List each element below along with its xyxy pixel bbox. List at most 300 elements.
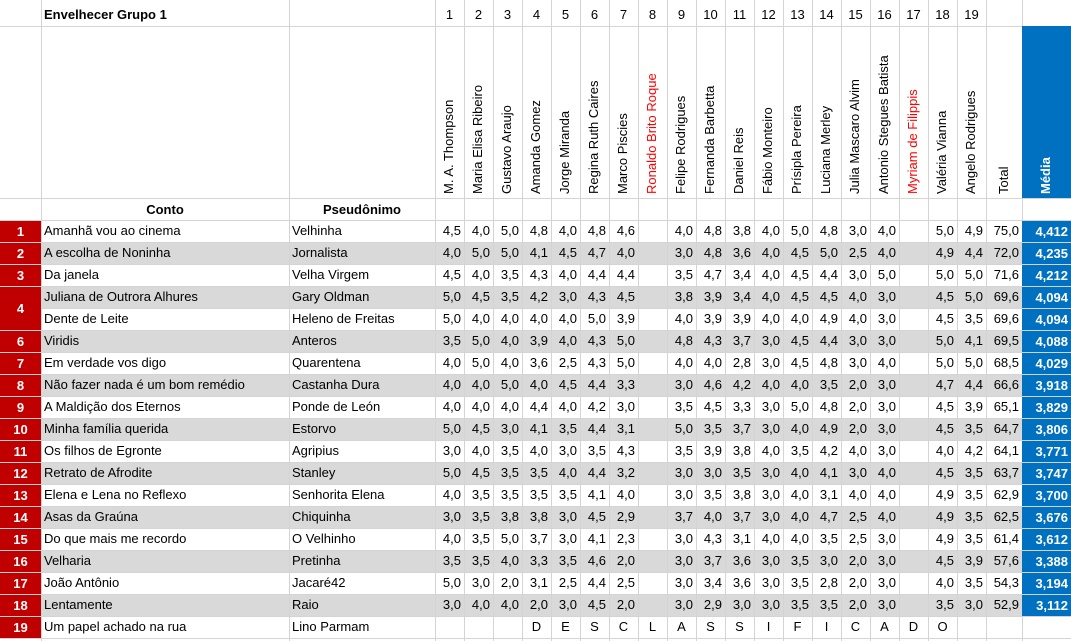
score-cell[interactable]: 4,4 bbox=[819, 333, 838, 348]
score-cell[interactable]: I bbox=[824, 619, 829, 634]
score-cell[interactable] bbox=[638, 220, 667, 242]
score-cell[interactable] bbox=[464, 616, 493, 638]
score-cell[interactable]: 4,4 bbox=[529, 399, 548, 414]
score-cell[interactable]: 4,5 bbox=[587, 597, 606, 612]
score-cell[interactable]: 3,0 bbox=[674, 487, 693, 502]
score-cell[interactable] bbox=[638, 440, 667, 462]
score-cell[interactable]: 3,9 bbox=[703, 289, 722, 304]
score-cell[interactable] bbox=[899, 484, 928, 506]
score-cell[interactable]: 4,0 bbox=[558, 465, 577, 480]
score-cell[interactable] bbox=[638, 352, 667, 374]
judge-name[interactable]: Marco Piscies bbox=[615, 113, 630, 194]
score-cell[interactable]: 2,3 bbox=[616, 531, 635, 546]
score-cell[interactable]: 3,0 bbox=[877, 597, 896, 612]
judge-number[interactable]: 5 bbox=[561, 7, 570, 22]
score-cell[interactable]: 4,0 bbox=[674, 311, 693, 326]
score-cell[interactable]: 3,5 bbox=[500, 443, 519, 458]
score-cell[interactable]: 3,2 bbox=[616, 465, 635, 480]
conto-cell[interactable]: A Maldição dos Eternos bbox=[44, 399, 181, 414]
score-cell[interactable]: 4,0 bbox=[558, 267, 577, 282]
score-cell[interactable]: 4,6 bbox=[587, 553, 606, 568]
score-cell[interactable]: 4,0 bbox=[761, 443, 780, 458]
pseudonimo-cell[interactable]: Heleno de Freitas bbox=[292, 311, 395, 326]
score-cell[interactable]: 5,0 bbox=[877, 267, 896, 282]
score-cell[interactable]: 3,8 bbox=[732, 223, 751, 238]
score-cell[interactable]: 3,0 bbox=[761, 355, 780, 370]
score-cell[interactable]: 4,5 bbox=[790, 333, 809, 348]
judge-number[interactable]: 13 bbox=[790, 7, 805, 22]
conto-cell[interactable]: Retrato de Afrodite bbox=[44, 465, 153, 480]
score-cell[interactable]: S bbox=[590, 619, 599, 634]
score-cell[interactable]: 3,0 bbox=[674, 245, 693, 260]
score-cell[interactable]: 4,9 bbox=[935, 531, 954, 546]
total-cell[interactable]: 54,3 bbox=[993, 575, 1019, 590]
score-cell[interactable]: 3,7 bbox=[703, 553, 722, 568]
conto-cell[interactable]: Juliana de Outrora Alhures bbox=[44, 289, 198, 304]
score-cell[interactable]: 4,0 bbox=[790, 509, 809, 524]
rank-cell[interactable]: 7 bbox=[0, 353, 41, 374]
score-cell[interactable]: 4,0 bbox=[761, 531, 780, 546]
score-cell[interactable] bbox=[638, 286, 667, 308]
score-cell[interactable]: 3,9 bbox=[964, 399, 983, 414]
score-cell[interactable]: 4,5 bbox=[819, 289, 838, 304]
score-cell[interactable]: 3,5 bbox=[790, 597, 809, 612]
score-cell[interactable]: 3,5 bbox=[964, 465, 983, 480]
total-cell[interactable]: 52,9 bbox=[993, 597, 1019, 612]
score-cell[interactable]: 4,8 bbox=[819, 399, 838, 414]
score-cell[interactable]: 4,5 bbox=[471, 465, 490, 480]
judge-name[interactable]: Jorge Miranda bbox=[557, 110, 572, 194]
score-cell[interactable]: 4,0 bbox=[848, 443, 867, 458]
score-cell[interactable]: 4,4 bbox=[964, 245, 983, 260]
total-header[interactable]: Total bbox=[996, 166, 1011, 194]
score-cell[interactable]: 3,0 bbox=[558, 597, 577, 612]
score-cell[interactable]: L bbox=[648, 619, 657, 634]
conto-cell[interactable]: Amanhã vou ao cinema bbox=[44, 223, 181, 238]
score-cell[interactable]: 4,0 bbox=[500, 333, 519, 348]
media-cell[interactable]: 3,918 bbox=[1022, 375, 1071, 396]
score-cell[interactable]: 3,0 bbox=[674, 575, 693, 590]
score-cell[interactable]: 5,0 bbox=[500, 531, 519, 546]
score-cell[interactable]: C bbox=[850, 619, 861, 634]
score-cell[interactable]: 3,5 bbox=[442, 553, 461, 568]
pseudonimo-cell[interactable]: Gary Oldman bbox=[292, 289, 370, 304]
media-cell[interactable]: 3,700 bbox=[1022, 485, 1071, 506]
score-cell[interactable]: 2,0 bbox=[848, 553, 867, 568]
score-cell[interactable]: 3,7 bbox=[732, 421, 751, 436]
total-cell[interactable]: 68,5 bbox=[993, 355, 1019, 370]
rank-cell[interactable]: 12 bbox=[0, 463, 41, 484]
score-cell[interactable]: 3,5 bbox=[558, 421, 577, 436]
score-cell[interactable]: 4,0 bbox=[935, 575, 954, 590]
score-cell[interactable] bbox=[638, 462, 667, 484]
score-cell[interactable]: 3,6 bbox=[732, 245, 751, 260]
score-cell[interactable]: 4,0 bbox=[558, 223, 577, 238]
score-cell[interactable]: 5,0 bbox=[790, 399, 809, 414]
score-cell[interactable]: 3,0 bbox=[442, 443, 461, 458]
score-cell[interactable]: 2,5 bbox=[848, 245, 867, 260]
score-cell[interactable]: 4,8 bbox=[674, 333, 693, 348]
score-cell[interactable]: 5,0 bbox=[819, 245, 838, 260]
score-cell[interactable] bbox=[899, 440, 928, 462]
score-cell[interactable]: 2,0 bbox=[616, 597, 635, 612]
score-cell[interactable] bbox=[638, 528, 667, 550]
score-cell[interactable]: 4,0 bbox=[529, 311, 548, 326]
score-cell[interactable]: 3,0 bbox=[558, 531, 577, 546]
score-cell[interactable] bbox=[638, 506, 667, 528]
score-cell[interactable]: 5,0 bbox=[964, 267, 983, 282]
pseudonimo-cell[interactable]: Pretinha bbox=[292, 553, 341, 568]
rank-cell[interactable]: 18 bbox=[0, 595, 41, 616]
score-cell[interactable]: 4,3 bbox=[703, 333, 722, 348]
score-cell[interactable] bbox=[493, 616, 522, 638]
score-cell[interactable]: 4,7 bbox=[935, 377, 954, 392]
score-cell[interactable]: 4,5 bbox=[935, 421, 954, 436]
score-cell[interactable]: 4,2 bbox=[964, 443, 983, 458]
judge-number[interactable]: 4 bbox=[532, 7, 541, 22]
score-cell[interactable] bbox=[899, 286, 928, 308]
score-cell[interactable] bbox=[899, 594, 928, 616]
score-cell[interactable]: 4,0 bbox=[616, 245, 635, 260]
rank-cell[interactable]: 2 bbox=[0, 243, 41, 264]
score-cell[interactable]: 4,0 bbox=[761, 267, 780, 282]
score-cell[interactable]: 4,4 bbox=[819, 267, 838, 282]
total-cell[interactable]: 63,7 bbox=[993, 465, 1019, 480]
score-cell[interactable]: 4,5 bbox=[471, 421, 490, 436]
score-cell[interactable]: 4,5 bbox=[790, 355, 809, 370]
score-cell[interactable]: 3,3 bbox=[732, 399, 751, 414]
rank-cell[interactable]: 16 bbox=[0, 551, 41, 572]
score-cell[interactable]: 4,2 bbox=[587, 399, 606, 414]
score-cell[interactable]: 2,9 bbox=[703, 597, 722, 612]
score-cell[interactable] bbox=[638, 330, 667, 352]
judge-name[interactable]: Valéria Vianna bbox=[934, 110, 949, 194]
judge-number[interactable]: 1 bbox=[445, 7, 454, 22]
score-cell[interactable]: 3,0 bbox=[877, 333, 896, 348]
score-cell[interactable]: 4,0 bbox=[790, 531, 809, 546]
score-cell[interactable]: 3,5 bbox=[674, 443, 693, 458]
score-cell[interactable]: 3,4 bbox=[732, 267, 751, 282]
pseudonimo-cell[interactable]: Stanley bbox=[292, 465, 336, 480]
score-cell[interactable]: 4,1 bbox=[964, 333, 983, 348]
score-cell[interactable]: 4,4 bbox=[616, 267, 635, 282]
score-cell[interactable]: 3,9 bbox=[703, 443, 722, 458]
score-cell[interactable]: 3,0 bbox=[877, 553, 896, 568]
score-cell[interactable] bbox=[899, 242, 928, 264]
score-cell[interactable]: 4,0 bbox=[442, 377, 461, 392]
score-cell[interactable]: 4,0 bbox=[790, 487, 809, 502]
score-cell[interactable]: 3,0 bbox=[761, 333, 780, 348]
pseudonimo-cell[interactable]: Velha Virgem bbox=[292, 267, 370, 282]
total-cell[interactable]: 69,6 bbox=[993, 289, 1019, 304]
judge-number[interactable]: 18 bbox=[935, 7, 950, 22]
score-cell[interactable]: 4,5 bbox=[616, 289, 635, 304]
score-cell[interactable]: 4,0 bbox=[703, 509, 722, 524]
rank-cell[interactable]: 10 bbox=[0, 419, 41, 440]
score-cell[interactable]: 4,7 bbox=[703, 267, 722, 282]
judge-name[interactable]: Prísipla Pereira bbox=[789, 105, 804, 194]
score-cell[interactable]: 3,6 bbox=[732, 553, 751, 568]
score-cell[interactable]: 4,0 bbox=[558, 311, 577, 326]
score-cell[interactable]: 3,5 bbox=[471, 487, 490, 502]
score-cell[interactable]: 4,1 bbox=[819, 465, 838, 480]
score-cell[interactable] bbox=[899, 506, 928, 528]
judge-name[interactable]: Ronaldo Brito Roque bbox=[644, 73, 659, 194]
score-cell[interactable] bbox=[638, 308, 667, 330]
judge-number[interactable]: 9 bbox=[677, 7, 686, 22]
score-cell[interactable]: 4,0 bbox=[442, 487, 461, 502]
score-cell[interactable]: 3,8 bbox=[732, 487, 751, 502]
score-cell[interactable]: 5,0 bbox=[500, 377, 519, 392]
score-cell[interactable]: 3,0 bbox=[471, 575, 490, 590]
judge-name[interactable]: Julia Mascaro Alvim bbox=[847, 79, 862, 194]
score-cell[interactable]: 3,0 bbox=[848, 223, 867, 238]
score-cell[interactable]: 3,0 bbox=[877, 531, 896, 546]
score-cell[interactable]: 4,0 bbox=[761, 289, 780, 304]
media-cell[interactable]: 4,094 bbox=[1022, 287, 1071, 308]
score-cell[interactable]: 3,5 bbox=[790, 553, 809, 568]
score-cell[interactable]: 4,9 bbox=[935, 245, 954, 260]
score-cell[interactable]: 4,0 bbox=[558, 399, 577, 414]
score-cell[interactable]: 3,0 bbox=[703, 465, 722, 480]
conto-cell[interactable]: Lentamente bbox=[44, 597, 113, 612]
score-cell[interactable]: 3,0 bbox=[964, 597, 983, 612]
score-cell[interactable]: 5,0 bbox=[616, 333, 635, 348]
score-cell[interactable]: 4,0 bbox=[877, 223, 896, 238]
score-cell[interactable]: S bbox=[735, 619, 744, 634]
score-cell[interactable]: 5,0 bbox=[471, 355, 490, 370]
score-cell[interactable]: 4,5 bbox=[935, 553, 954, 568]
score-cell[interactable]: 5,0 bbox=[935, 223, 954, 238]
score-cell[interactable]: 3,7 bbox=[732, 333, 751, 348]
score-cell[interactable]: 4,0 bbox=[616, 487, 635, 502]
pseudonimo-cell[interactable]: O Velhinho bbox=[292, 531, 356, 546]
score-cell[interactable]: 2,0 bbox=[500, 575, 519, 590]
score-cell[interactable]: 4,0 bbox=[471, 377, 490, 392]
rank-cell[interactable]: 9 bbox=[0, 397, 41, 418]
score-cell[interactable]: 4,0 bbox=[935, 443, 954, 458]
score-cell[interactable]: 2,5 bbox=[848, 509, 867, 524]
score-cell[interactable]: 2,0 bbox=[848, 377, 867, 392]
media-header[interactable]: Média bbox=[1038, 157, 1053, 194]
rank-cell[interactable]: 11 bbox=[0, 441, 41, 462]
score-cell[interactable]: 3,0 bbox=[761, 597, 780, 612]
score-cell[interactable]: 5,0 bbox=[964, 289, 983, 304]
score-cell[interactable]: 5,0 bbox=[471, 245, 490, 260]
total-cell[interactable]: 57,6 bbox=[993, 553, 1019, 568]
score-cell[interactable]: 4,0 bbox=[790, 465, 809, 480]
score-cell[interactable]: 4,0 bbox=[674, 355, 693, 370]
score-cell[interactable]: 4,0 bbox=[500, 355, 519, 370]
score-cell[interactable]: 4,0 bbox=[442, 531, 461, 546]
pseudonimo-cell[interactable]: Velhinha bbox=[292, 223, 342, 238]
score-cell[interactable]: 3,0 bbox=[761, 575, 780, 590]
pseudonimo-cell[interactable]: Quarentena bbox=[292, 355, 361, 370]
score-cell[interactable]: 4,1 bbox=[587, 531, 606, 546]
score-cell[interactable]: 4,9 bbox=[964, 223, 983, 238]
score-cell[interactable]: 4,3 bbox=[703, 531, 722, 546]
score-cell[interactable]: 3,0 bbox=[674, 377, 693, 392]
score-cell[interactable]: 5,0 bbox=[442, 575, 461, 590]
score-cell[interactable]: 3,5 bbox=[964, 311, 983, 326]
score-cell[interactable] bbox=[638, 264, 667, 286]
score-cell[interactable]: 3,0 bbox=[558, 443, 577, 458]
score-cell[interactable]: 3,9 bbox=[529, 333, 548, 348]
score-cell[interactable]: 2,0 bbox=[529, 597, 548, 612]
total-cell[interactable]: 72,0 bbox=[993, 245, 1019, 260]
media-cell[interactable]: 3,112 bbox=[1022, 595, 1071, 616]
score-cell[interactable]: 3,5 bbox=[558, 487, 577, 502]
score-cell[interactable]: 3,5 bbox=[529, 487, 548, 502]
score-cell[interactable]: 4,5 bbox=[558, 245, 577, 260]
pseudonimo-cell[interactable]: Castanha Dura bbox=[292, 377, 380, 392]
score-cell[interactable]: 4,5 bbox=[790, 289, 809, 304]
score-cell[interactable]: 3,0 bbox=[877, 421, 896, 436]
score-cell[interactable]: 4,0 bbox=[848, 311, 867, 326]
score-cell[interactable]: 3,7 bbox=[674, 509, 693, 524]
pseudonimo-cell[interactable]: Senhorita Elena bbox=[292, 487, 385, 502]
total-cell[interactable]: 75,0 bbox=[993, 223, 1019, 238]
rank-cell[interactable]: 6 bbox=[0, 331, 41, 352]
judge-number[interactable]: 12 bbox=[761, 7, 776, 22]
judge-name[interactable]: Regina Ruth Caires bbox=[586, 80, 601, 194]
score-cell[interactable]: 4,3 bbox=[587, 355, 606, 370]
score-cell[interactable]: 3,8 bbox=[674, 289, 693, 304]
rank-cell[interactable]: 1 bbox=[0, 221, 41, 242]
conto-cell[interactable]: Um papel achado na rua bbox=[44, 619, 187, 634]
score-cell[interactable]: 3,1 bbox=[529, 575, 548, 590]
score-cell[interactable]: 3,5 bbox=[442, 333, 461, 348]
score-cell[interactable]: 3,5 bbox=[529, 465, 548, 480]
score-cell[interactable]: 3,5 bbox=[703, 487, 722, 502]
score-cell[interactable]: 4,0 bbox=[442, 355, 461, 370]
score-cell[interactable]: 4,3 bbox=[616, 443, 635, 458]
score-cell[interactable]: D bbox=[531, 619, 542, 634]
score-cell[interactable] bbox=[638, 374, 667, 396]
pseudonimo-cell[interactable]: Estorvo bbox=[292, 421, 337, 436]
score-cell[interactable]: 3,5 bbox=[471, 509, 490, 524]
media-cell[interactable]: 4,212 bbox=[1022, 265, 1071, 286]
score-cell[interactable]: 3,0 bbox=[761, 487, 780, 502]
score-cell[interactable]: 3,0 bbox=[877, 399, 896, 414]
score-cell[interactable]: 4,0 bbox=[500, 311, 519, 326]
score-cell[interactable]: 2,5 bbox=[558, 575, 577, 590]
score-cell[interactable]: 4,0 bbox=[877, 509, 896, 524]
pseudonimo-cell[interactable]: Raio bbox=[292, 597, 319, 612]
score-cell[interactable]: 2,0 bbox=[848, 399, 867, 414]
judge-name[interactable]: Maria Elisa Ribeiro bbox=[470, 84, 485, 194]
score-cell[interactable]: 4,0 bbox=[790, 421, 809, 436]
conto-cell[interactable]: A escolha de Noninha bbox=[44, 245, 171, 260]
score-cell[interactable]: 3,4 bbox=[703, 575, 722, 590]
score-cell[interactable]: 4,5 bbox=[587, 509, 606, 524]
judge-number[interactable]: 8 bbox=[648, 7, 657, 22]
score-cell[interactable]: 5,0 bbox=[500, 245, 519, 260]
conto-cell[interactable]: Minha família querida bbox=[44, 421, 169, 436]
score-cell[interactable]: 5,0 bbox=[616, 355, 635, 370]
score-cell[interactable] bbox=[899, 462, 928, 484]
pseudonimo-header[interactable]: Pseudônimo bbox=[322, 202, 401, 217]
sheet-title[interactable]: Envelhecer Grupo 1 bbox=[44, 7, 167, 22]
judge-name[interactable]: Fábio Monteiro bbox=[760, 107, 775, 194]
media-cell[interactable]: 3,388 bbox=[1022, 551, 1071, 572]
score-cell[interactable] bbox=[899, 220, 928, 242]
score-cell[interactable]: 5,0 bbox=[471, 333, 490, 348]
judge-number[interactable]: 16 bbox=[877, 7, 892, 22]
judge-name[interactable]: Felipe Rodrigues bbox=[673, 95, 688, 194]
score-cell[interactable]: 3,5 bbox=[790, 443, 809, 458]
score-cell[interactable]: 3,0 bbox=[558, 289, 577, 304]
score-cell[interactable]: 5,0 bbox=[674, 421, 693, 436]
score-cell[interactable]: 4,5 bbox=[935, 399, 954, 414]
score-cell[interactable]: 3,5 bbox=[500, 487, 519, 502]
score-cell[interactable]: 4,4 bbox=[964, 377, 983, 392]
total-cell[interactable]: 69,5 bbox=[993, 333, 1019, 348]
score-cell[interactable]: 2,9 bbox=[616, 509, 635, 524]
judge-number[interactable]: 2 bbox=[474, 7, 483, 22]
score-cell[interactable]: 4,0 bbox=[761, 245, 780, 260]
rank-cell[interactable]: 17 bbox=[0, 573, 41, 594]
score-cell[interactable]: O bbox=[937, 619, 948, 634]
score-cell[interactable]: 4,4 bbox=[587, 267, 606, 282]
score-cell[interactable] bbox=[638, 594, 667, 616]
total-cell[interactable]: 65,1 bbox=[993, 399, 1019, 414]
rank-cell[interactable]: 3 bbox=[0, 265, 41, 286]
media-cell[interactable]: 3,612 bbox=[1022, 529, 1071, 550]
media-cell[interactable]: 4,412 bbox=[1022, 221, 1071, 242]
score-cell[interactable]: 4,0 bbox=[471, 223, 490, 238]
score-cell[interactable]: 4,5 bbox=[790, 267, 809, 282]
score-cell[interactable]: 3,6 bbox=[529, 355, 548, 370]
score-cell[interactable]: 3,3 bbox=[616, 377, 635, 392]
score-cell[interactable]: 4,0 bbox=[529, 443, 548, 458]
score-cell[interactable]: 4,0 bbox=[442, 399, 461, 414]
score-cell[interactable] bbox=[638, 484, 667, 506]
score-cell[interactable]: 4,0 bbox=[877, 465, 896, 480]
score-cell[interactable] bbox=[638, 550, 667, 572]
pseudonimo-cell[interactable]: Lino Parmam bbox=[292, 619, 370, 634]
judge-name[interactable]: Antonio Stegues Batista bbox=[876, 55, 891, 194]
score-cell[interactable]: 4,6 bbox=[703, 377, 722, 392]
conto-cell[interactable]: Viridis bbox=[44, 333, 80, 348]
rank-cell[interactable]: 19 bbox=[0, 617, 41, 638]
media-cell[interactable]: 3,676 bbox=[1022, 507, 1071, 528]
score-cell[interactable]: 3,5 bbox=[674, 267, 693, 282]
score-cell[interactable]: 4,0 bbox=[674, 223, 693, 238]
score-cell[interactable]: 4,5 bbox=[442, 223, 461, 238]
conto-cell[interactable]: Os filhos de Egronte bbox=[44, 443, 162, 458]
score-cell[interactable] bbox=[957, 616, 986, 638]
score-cell[interactable]: 3,5 bbox=[500, 267, 519, 282]
judge-name[interactable]: Luciana Merley bbox=[818, 105, 833, 194]
score-cell[interactable] bbox=[899, 264, 928, 286]
score-cell[interactable]: 4,0 bbox=[848, 289, 867, 304]
score-cell[interactable]: 3,6 bbox=[732, 575, 751, 590]
score-cell[interactable] bbox=[638, 396, 667, 418]
rank-cell[interactable]: 13 bbox=[0, 485, 41, 506]
score-cell[interactable]: 3,5 bbox=[819, 531, 838, 546]
score-cell[interactable]: 5,0 bbox=[442, 465, 461, 480]
score-cell[interactable]: 4,0 bbox=[500, 553, 519, 568]
score-cell[interactable]: 3,1 bbox=[819, 487, 838, 502]
total-cell[interactable]: 66,6 bbox=[993, 377, 1019, 392]
score-cell[interactable]: 3,0 bbox=[674, 597, 693, 612]
score-cell[interactable] bbox=[899, 572, 928, 594]
score-cell[interactable]: 5,0 bbox=[587, 311, 606, 326]
score-cell[interactable]: 3,5 bbox=[964, 421, 983, 436]
score-cell[interactable]: 3,7 bbox=[732, 509, 751, 524]
conto-header[interactable]: Conto bbox=[146, 202, 184, 217]
